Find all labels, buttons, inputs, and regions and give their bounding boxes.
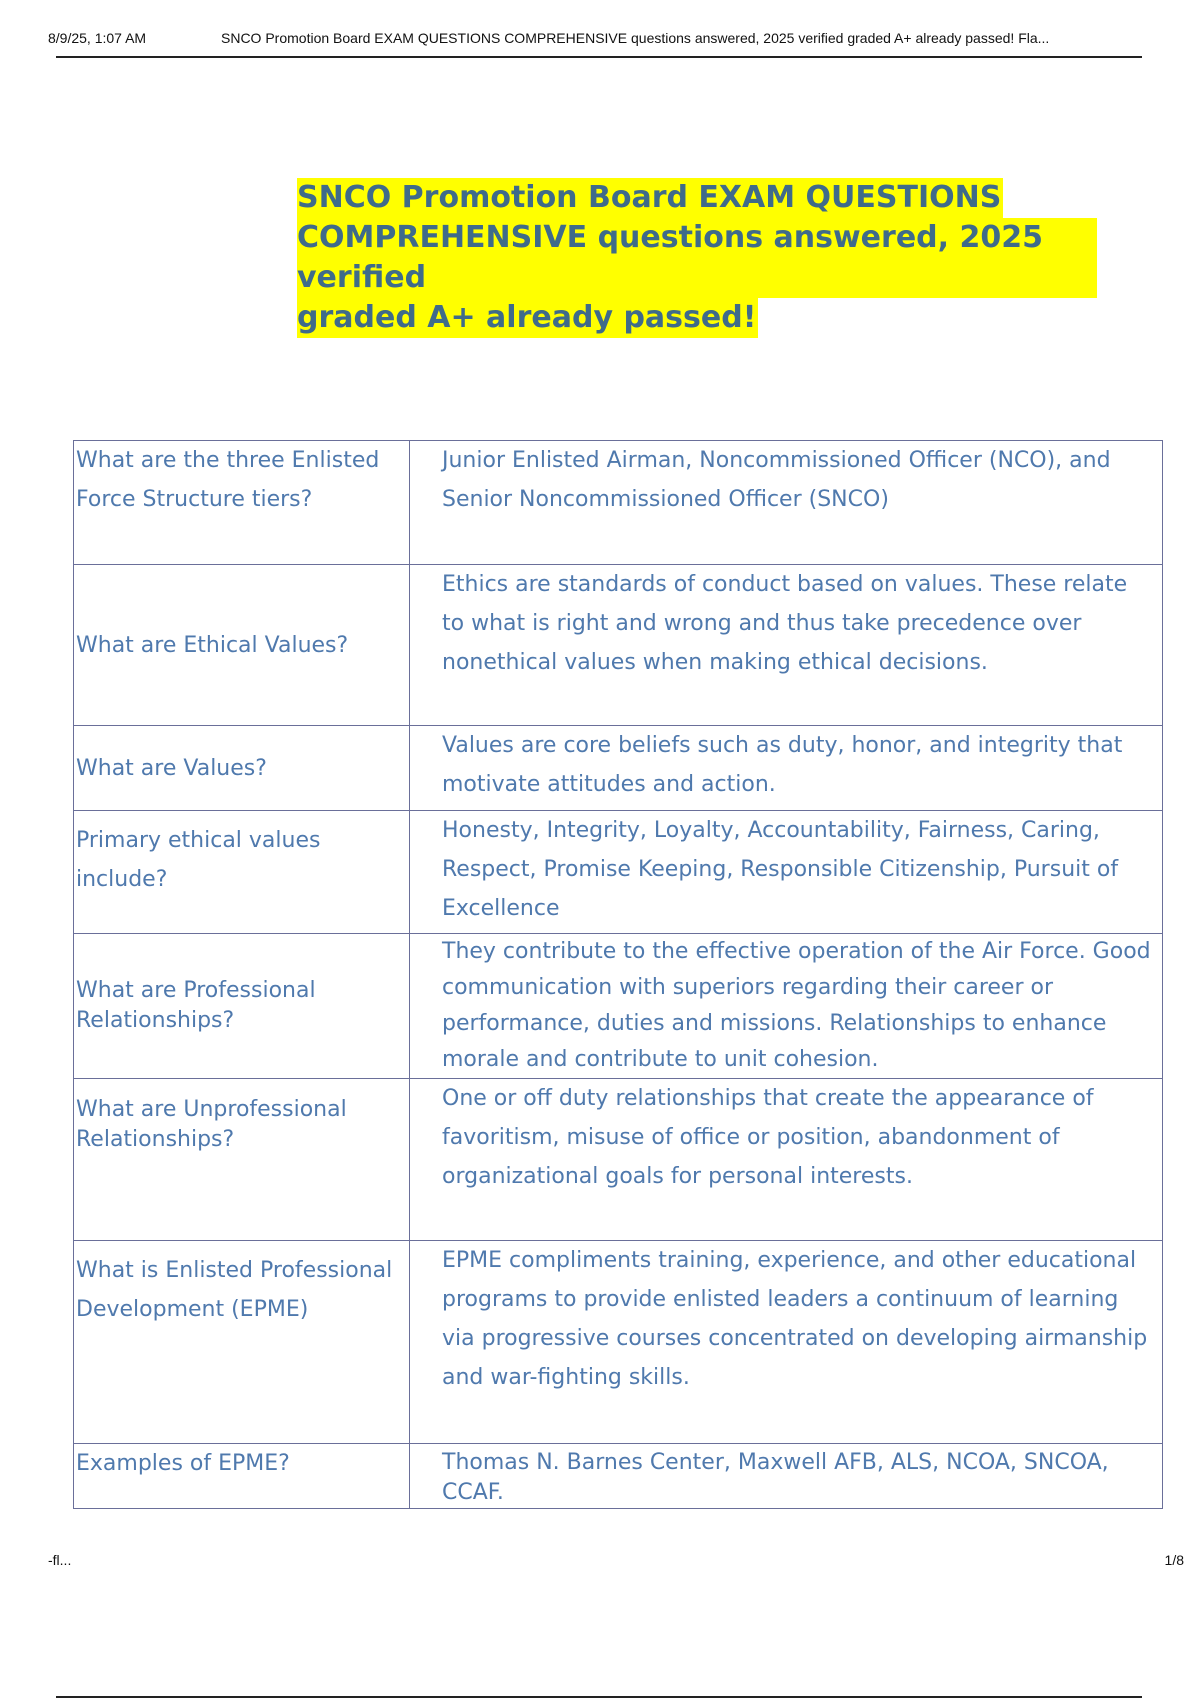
answer-cell: They contribute to the effective operation of the Air Force. Good communication with superiors regarding their career or performance, duties and missions. Relationships to enhance morale and contribute to unit cohesion. [410,934,1163,1079]
table-row [74,934,1163,1079]
qa-table [73,440,1163,1509]
document-title-line-3: graded A+ already passed! [297,298,758,338]
table-row [74,1079,1163,1241]
table-row [74,811,1163,934]
table-row [74,565,1163,726]
question-cell: What are the three Enlisted Force Structure tiers? [74,441,410,565]
answer-cell: EPME compliments training, experience, and other educational programs to provide enlisted leaders a continuum of learning via progressive courses concentrated on developing airmanship and war-fighting skills. [410,1241,1163,1444]
document-title-line-1: SNCO Promotion Board EXAM QUESTIONS [297,178,1003,218]
answer-cell: Junior Enlisted Airman, Noncommissioned Officer (NCO), and Senior Noncommissioned Officer (SNCO) [410,441,1163,565]
question-cell: What are Ethical Values? [74,565,410,726]
question-cell: Primary ethical values include? [74,811,410,934]
print-page-title: SNCO Promotion Board EXAM QUESTIONS COMPREHENSIVE questions answered, 2025 verified graded A+ already passed! Fla... [221,30,1050,46]
page-number: 1/8 [1164,1552,1184,1568]
answer-cell: Values are core beliefs such as duty, honor, and integrity that motivate attitudes and action. [410,726,1163,811]
print-header [48,30,1168,54]
table-row [74,1444,1163,1509]
table-row [74,441,1163,565]
question-cell: What are Unprofessional Relationships? [74,1079,410,1241]
document-title-line-2: COMPREHENSIVE questions answered, 2025 verified [297,218,1097,298]
print-date: 8/9/25, 1:07 AM [48,30,147,46]
footer-divider [56,1696,1142,1698]
question-cell: Examples of EPME? [74,1444,410,1509]
table-row [74,726,1163,811]
table-row [74,1241,1163,1444]
header-divider [56,56,1142,58]
answer-cell: Ethics are standards of conduct based on values. These relate to what is right and wrong and thus take precedence over nonethical values when making ethical decisions. [410,565,1163,726]
answer-cell: Honesty, Integrity, Loyalty, Accountability, Fairness, Caring, Respect, Promise Keeping, Responsible Citizenship, Pursuit of Excellence [410,811,1163,934]
answer-cell: Thomas N. Barnes Center, Maxwell AFB, ALS, NCOA, SNCOA, CCAF. [410,1444,1163,1509]
question-cell: What are Values? [74,726,410,811]
question-cell: What is Enlisted Professional Development (EPME) [74,1241,410,1444]
document-title [297,178,1097,338]
print-url: -fl... [48,1552,72,1568]
answer-cell: One or off duty relationships that create the appearance of favoritism, misuse of office or position, abandonment of organizational goals for personal interests. [410,1079,1163,1241]
question-cell: What are Professional Relationships? [74,934,410,1079]
